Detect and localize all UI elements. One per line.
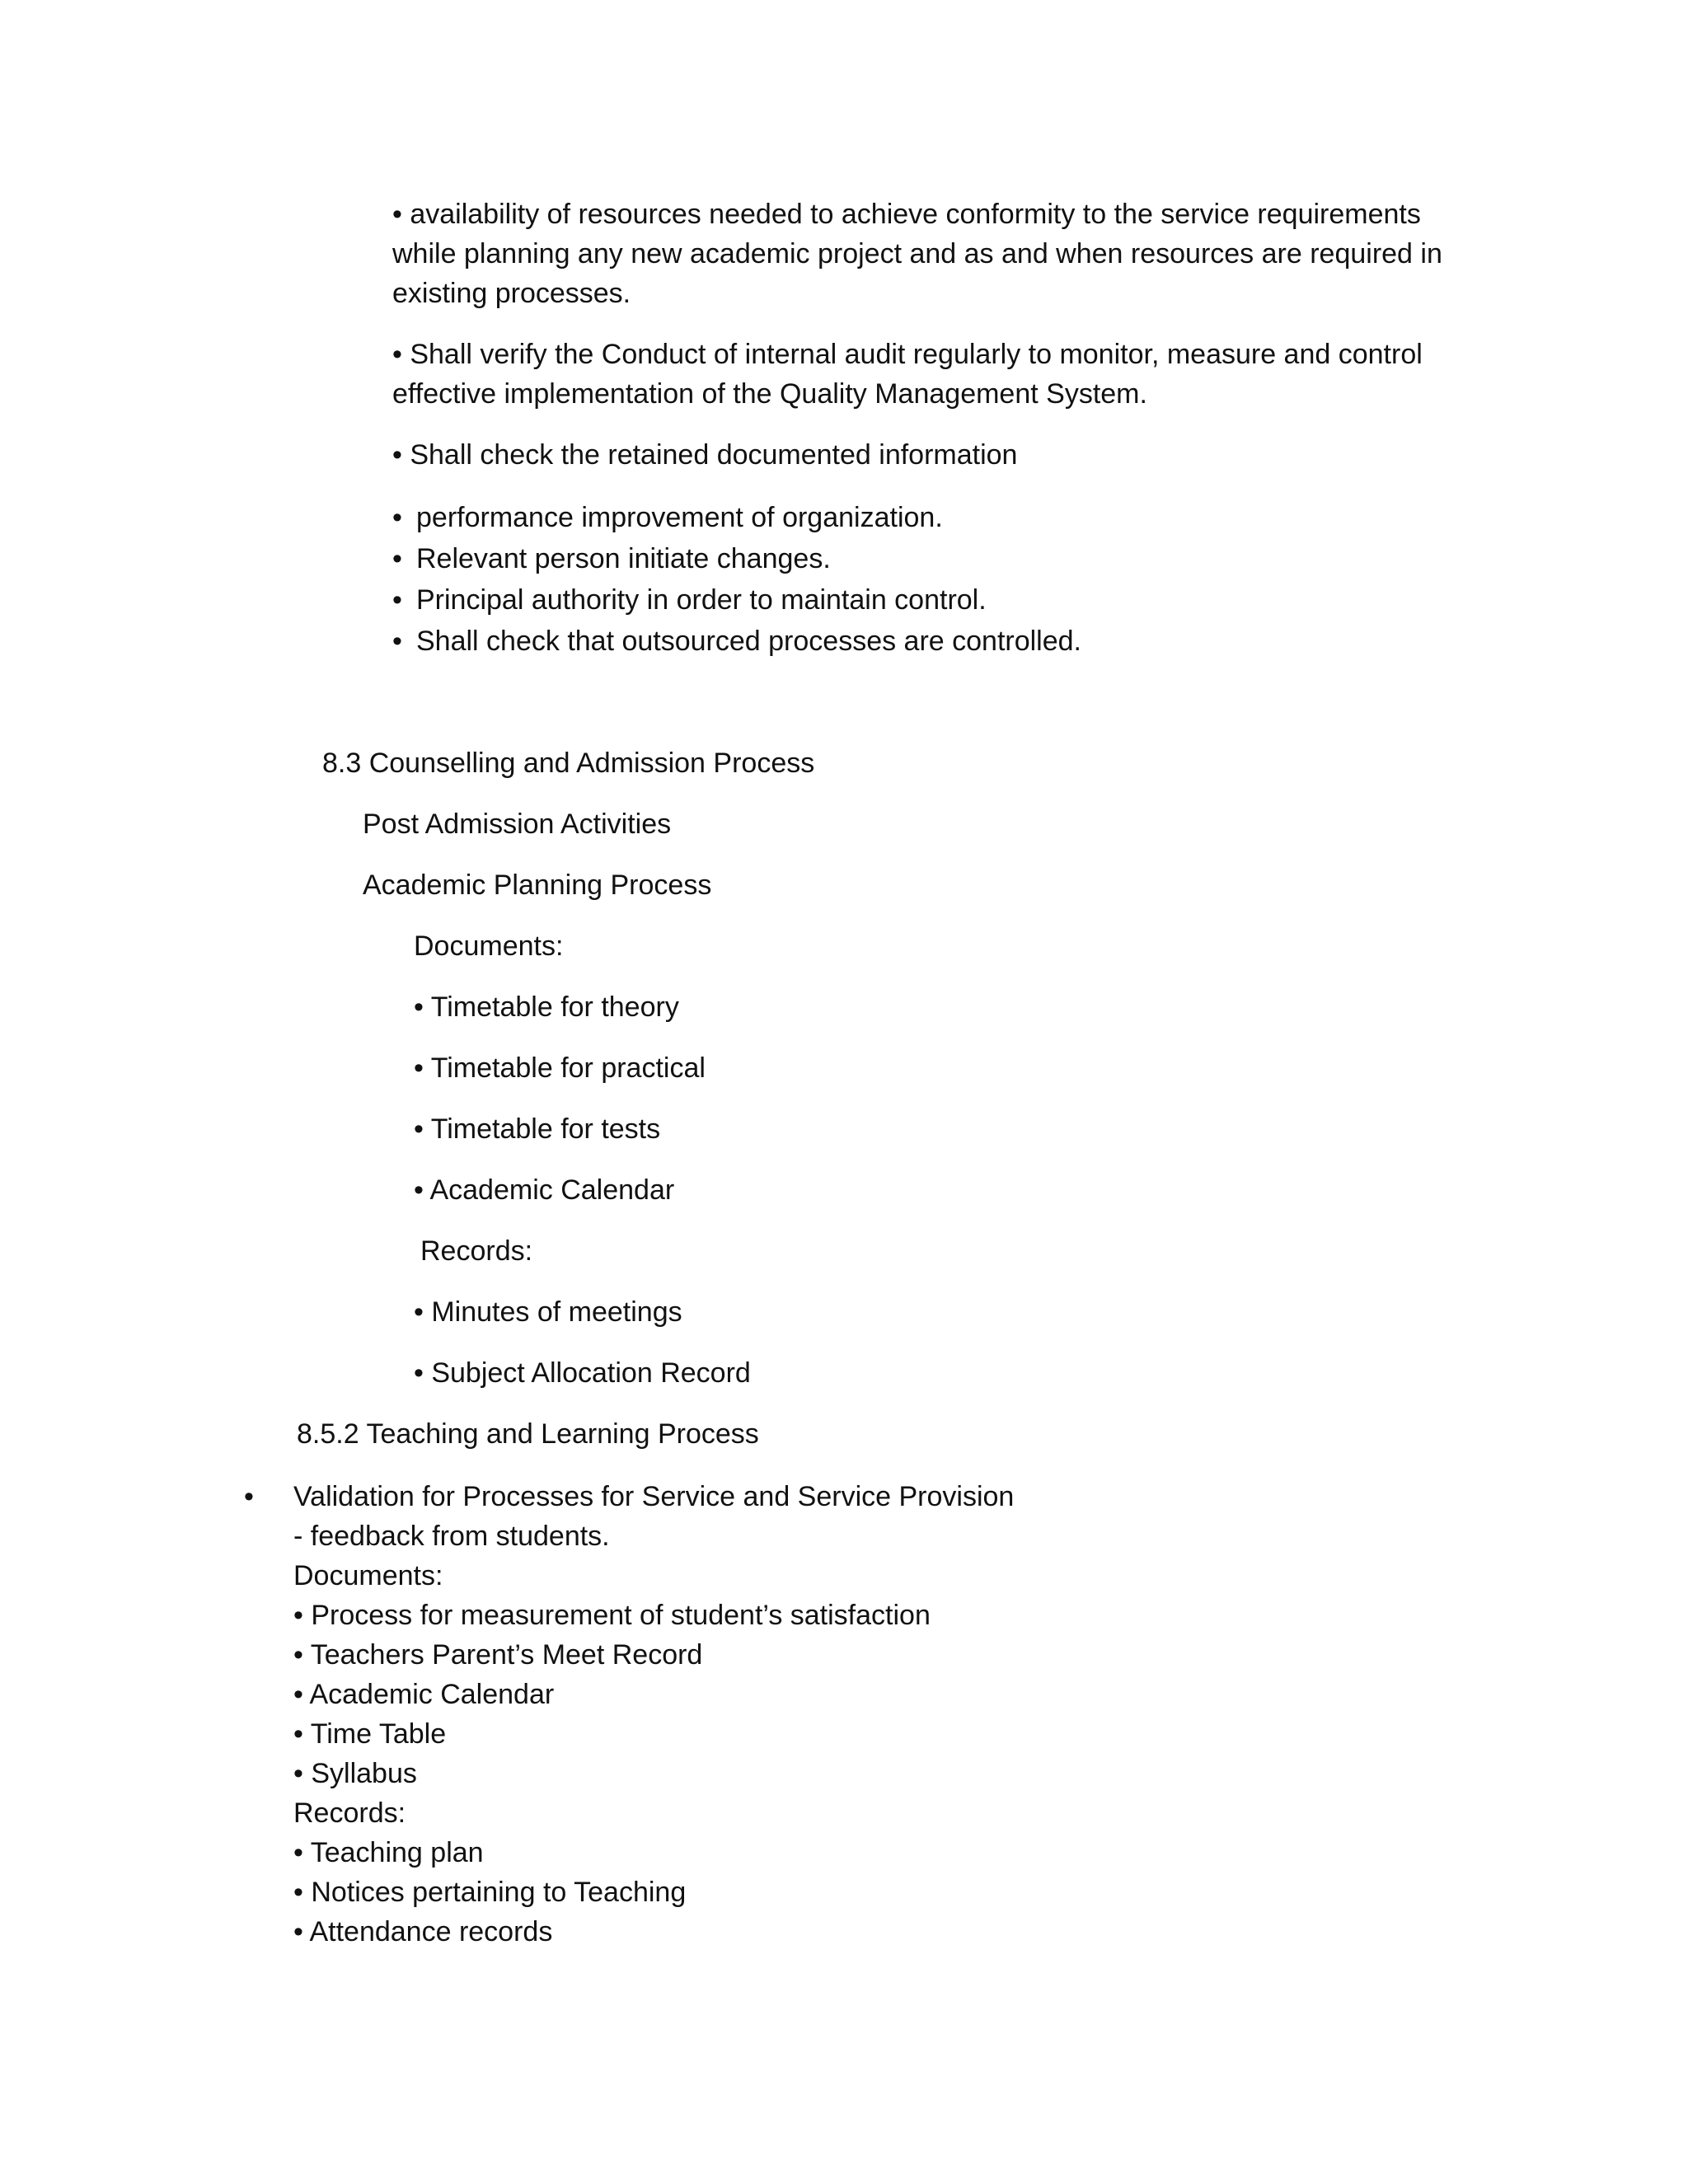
planning-documents-label: Documents: — [414, 930, 564, 962]
check-list-item-4: Shall check that outsourced processes are controlled. — [416, 626, 1082, 657]
post-admission-activities: Post Admission Activities — [363, 808, 672, 840]
planning-record-item-2: • Subject Allocation Record — [414, 1357, 751, 1389]
intro-bullet-1-line-1: • availability of resources needed to achieve conformity to the service requirements — [392, 199, 1421, 230]
section-8-3-heading: 8.3 Counselling and Admission Process — [322, 748, 815, 779]
teaching-document-item-2: • Teachers Parent’s Meet Record — [293, 1639, 703, 1671]
check-list-bullet-4: • — [392, 626, 402, 657]
check-list-bullet-3: • — [392, 584, 402, 616]
section-8-5-2-heading: 8.5.2 Teaching and Learning Process — [297, 1418, 759, 1450]
teaching-document-item-5: • Syllabus — [293, 1758, 417, 1789]
intro-bullet-2-line-2: effective implementation of the Quality Management System. — [392, 378, 1147, 410]
intro-bullet-1-line-3: existing processes. — [392, 278, 631, 309]
check-list-item-2: Relevant person initiate changes. — [416, 543, 831, 574]
intro-bullet-3-line-1: • Shall check the retained documented information — [392, 439, 1018, 471]
planning-document-item-1: • Timetable for theory — [414, 991, 679, 1023]
planning-document-item-2: • Timetable for practical — [414, 1052, 706, 1084]
teaching-record-item-3: • Attendance records — [293, 1916, 553, 1947]
planning-records-label: Records: — [420, 1235, 533, 1267]
planning-record-item-1: • Minutes of meetings — [414, 1296, 682, 1328]
planning-document-item-3: • Timetable for tests — [414, 1113, 661, 1145]
validation-bullet: • — [244, 1481, 254, 1512]
teaching-document-item-3: • Academic Calendar — [293, 1679, 555, 1710]
intro-bullet-1-line-2: while planning any new academic project and as and when resources are required in — [392, 238, 1442, 269]
intro-bullet-2-line-1: • Shall verify the Conduct of internal audit regularly to monitor, measure and control — [392, 339, 1423, 370]
check-list-item-3: Principal authority in order to maintain control. — [416, 584, 987, 616]
check-list-bullet-1: • — [392, 502, 402, 533]
academic-planning-process: Academic Planning Process — [363, 869, 712, 901]
teaching-document-item-1: • Process for measurement of student’s satisfaction — [293, 1600, 931, 1631]
teaching-record-item-1: • Teaching plan — [293, 1837, 484, 1868]
teaching-documents-label: Documents: — [293, 1560, 443, 1591]
validation-subtitle: - feedback from students. — [293, 1521, 610, 1552]
teaching-records-label: Records: — [293, 1797, 406, 1829]
teaching-document-item-4: • Time Table — [293, 1718, 447, 1750]
teaching-record-item-2: • Notices pertaining to Teaching — [293, 1877, 687, 1908]
planning-document-item-4: • Academic Calendar — [414, 1174, 675, 1206]
validation-title: Validation for Processes for Service and Service Provision — [293, 1481, 1015, 1512]
check-list-item-1: performance improvement of organization. — [416, 502, 943, 533]
check-list-bullet-2: • — [392, 543, 402, 574]
